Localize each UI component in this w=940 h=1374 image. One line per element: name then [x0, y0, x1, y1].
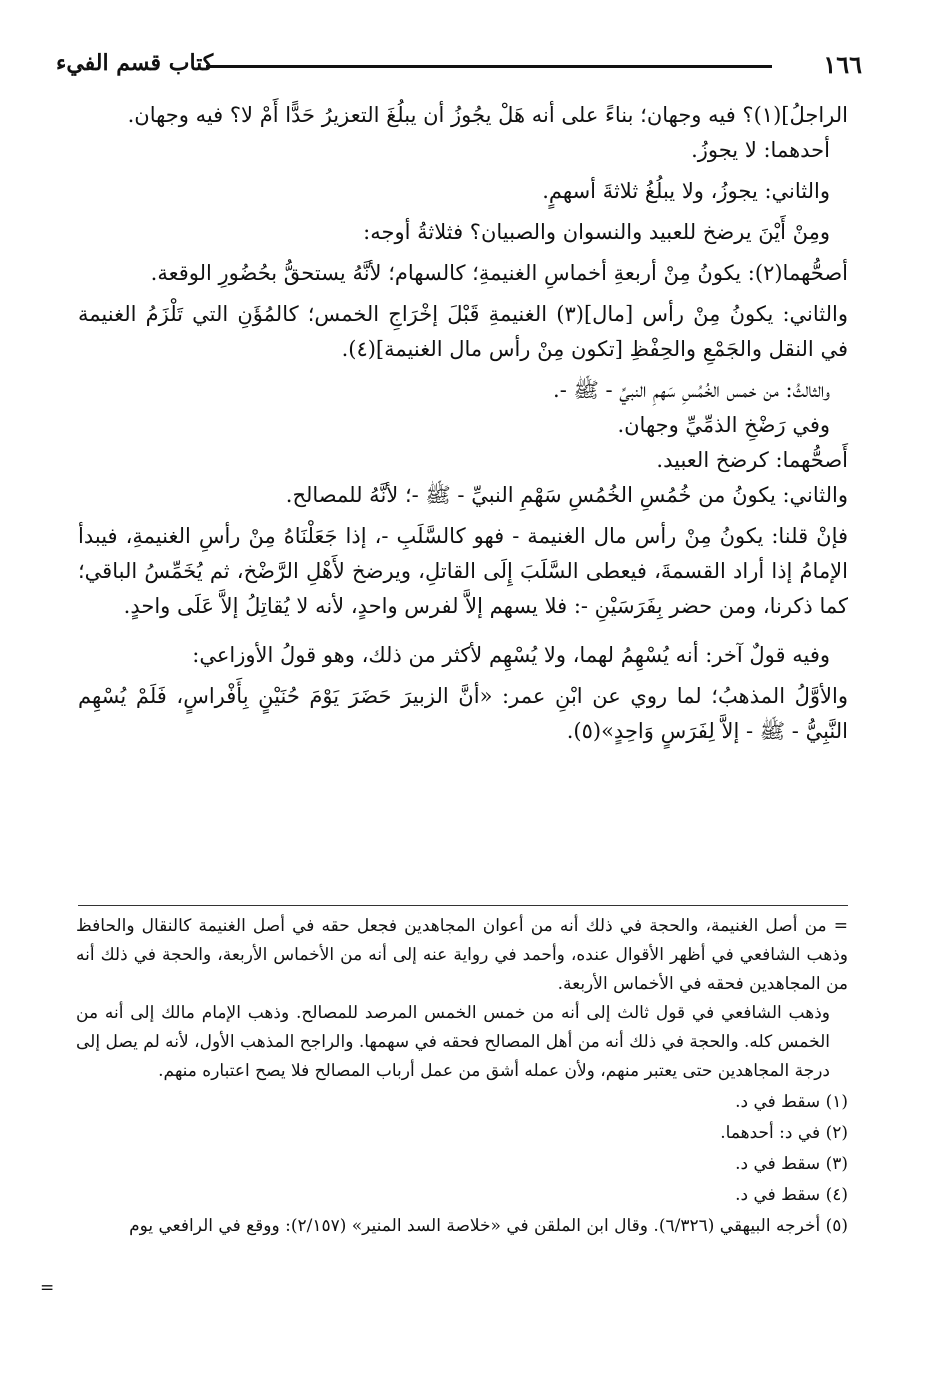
paragraph: الراجلُ](١)؟ فيه وجهان؛ بناءً على أنه هَلْ يجُوزُ أن يبلُغَ التعزيرُ حَدًّا أَمْ لا؟ فيه وجهان. — [127, 103, 848, 127]
paragraph: وفيه قولٌ آخر: أنه يُسْهِمُ لهما، ولا يُسْهِم لأكثر من ذلك، وهو قولُ الأوزاعي: — [192, 643, 830, 667]
footnote-continuation: = من أصل الغنيمة، والحجة في ذلك أنه من أعوان المجاهدين فجعل حقه في أصل الغنيمة كالنقال والحافظ وذهب الشافعي في أظهر الأقوال عنده، وأحمد في رواية عنه إلى أنه من الأخماس الأربعة، والحجة في ذلك أنه من المجاهدين فحقه في الأخماس الأربعة. — [76, 916, 848, 994]
paragraph: والثاني: يكونُ من خُمُسِ الخُمُسِ سَهْمِ النبيِّ - ﷺ -؛ لأنَّهُ للمصالح. — [285, 483, 848, 507]
footnotes — [76, 912, 848, 1241]
footnote: (٥) أخرجه البيهقي (٦/٣٢٦). وقال ابن الملقن في «خلاصة السد المنير» (٢/١٥٧): ووقع في الرافعي يوم — [129, 1216, 848, 1236]
paragraph: فإنْ قلنا: يكونُ مِنْ رأس مال الغنيمة - فهو كالسَّلَبِ -، إذا جَعَلْنَاهُ مِنْ رأسِ الغنيمةِ، فيبدأ الإمامُ إذا أراد القسمةَ، فيعطى السَّلَبَ إِلَى القاتلِ، ويرضخ لأَهْلِ الرَّضْخ، ثم يُخَمِّسُ الباقي؛ كما ذكرنا، ومن حضر بِفَرَسَيْنِ -: فلا يسهم إلاَّ لفرس واحدٍ، لأنه لا يُقاتِلُ إلاَّ عَلَى واحدٍ. — [78, 524, 848, 618]
paragraph: والثاني: يكونُ مِنْ رأس [مال](٣) الغنيمةِ قَبْلَ إخْرَاجِ الخمس؛ كالمُؤَنِ التي تَلْزَمُ الغنيمة في النقل والجَمْعِ والحِفْظِ [تكون مِنْ رأس مال الغنيمة](٤). — [78, 302, 848, 361]
paragraph: أَصحُّهما: كرضخ العبيد. — [656, 448, 848, 472]
page-header — [56, 50, 862, 82]
footnote-divider — [78, 905, 848, 906]
footnote-continuation: وذهب الشافعي في قول ثالث إلى أنه من خمس الخمس المرصد للمصالح. وذهب الإمام مالك إلى أنه من الخمس كله. والحجة في ذلك أنه من أهل المصالح فحقه في سهمها. والراجح المذهب الأول، لأنه لم يصل إلى درجة المجاهدين حتى يعتبر منهم، ولأن عمله أشق من عمل أرباب المصالح فلا يصح اعتباره منهم. — [76, 1003, 830, 1081]
paragraph: وفي رَضْخِ الذمِّيِّ وجهان. — [617, 413, 830, 437]
main-text — [78, 98, 848, 749]
footnote: (٢) في د: أحدهما. — [720, 1123, 848, 1143]
paragraph: أصحُّهما(٢): يكونُ مِنْ أربعةِ أخماسِ الغنيمةِ؛ كالسهام؛ لأنَّهُ يستحقُّ بحُضُورِ الوقعة. — [150, 261, 848, 285]
footnote: (٤) سقط في د. — [735, 1185, 848, 1205]
book-title: كتاب قسم الفيء — [56, 50, 214, 76]
paragraph: والأوَّلُ المذهبُ؛ لما روي عن ابْنِ عمر: «أنَّ الزبيرَ حَضَرَ يَوْمَ حُنَيْنٍ بِأَفْراسٍ، فَلَمْ يُسْهِم النَّبِيُّ - ﷺ - إلاَّ لِفَرَسٍ وَاحِدٍ»(٥). — [78, 684, 848, 743]
footnote: (١) سقط في د. — [735, 1092, 848, 1112]
header-rule — [206, 65, 772, 68]
page-number: ١٦٦ — [823, 50, 862, 79]
paragraph: والثالثُ: من خمس الخُمُسِ سَهمِ النبيِّ - ﷺ -. — [553, 378, 830, 402]
paragraph: والثاني: يجوزُ، ولا يبلُغُ ثلاثةَ أسهمٍ. — [542, 179, 830, 203]
paragraph: ومِنْ أَيْنَ يرضخ للعبيد والنسوان والصبيان؟ فثلاثةُ أوجه: — [363, 220, 830, 244]
footnote: (٣) سقط في د. — [735, 1154, 848, 1174]
paragraph: أحدهما: لا يجوزُ. — [691, 138, 830, 162]
continuation-mark: = — [40, 1278, 55, 1298]
